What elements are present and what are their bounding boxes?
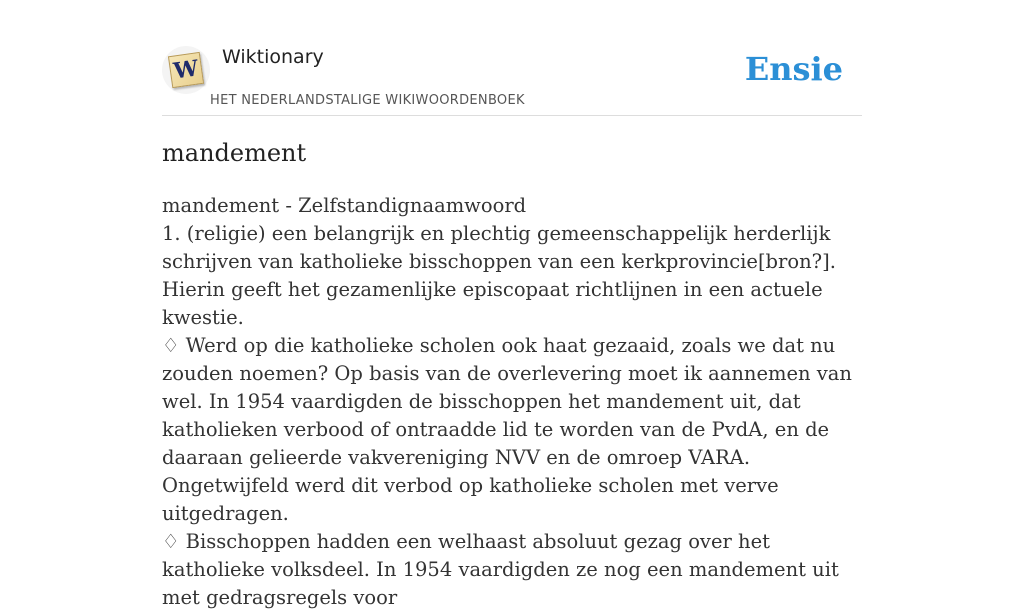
example-quote: ♢ Bisschoppen hadden een welhaast absoluut gezag over het katholieke volksdeel. In 1954 vaardigden ze nog een mandement uit met gedragsregels voor <box>162 530 839 609</box>
definition: 1. (religie) een belangrijk en plechtig gemeenschappelijk herderlijk schrijven van katholieke bisschoppen van een kerkprovincie[bron?]. Hierin geeft het gezamenlijke episcopaat richtlijnen in een actuele kwestie. <box>162 222 836 329</box>
site-title[interactable]: Wiktionary <box>222 46 324 68</box>
ensie-brand-link[interactable]: Ensie <box>744 50 843 88</box>
site-tagline: HET NEDERLANDSTALIGE WIKIWOORDENBOEK <box>210 93 525 108</box>
entry-content <box>162 192 862 612</box>
wiktionary-logo[interactable] <box>162 46 210 94</box>
entry-title: mandement <box>162 139 307 167</box>
logo-letter: W <box>171 55 201 85</box>
wiktionary-logo-tile <box>168 52 204 88</box>
part-of-speech-line: mandement - Zelfstandignaamwoord <box>162 194 527 217</box>
example-quote: ♢ Werd op die katholieke scholen ook haat gezaaid, zoals we dat nu zouden noemen? Op basis van de overlevering moet ik aannemen van wel. In 1954 vaardigden de bisschoppen het mandement uit, dat katholieken verbood of ontraadde lid te worden van de PvdA, en de daaraan gelieerde vakvereniging NVV en de omroep VARA. Ongetwijfeld werd dit verbod op katholieke scholen met verve uitgedragen. <box>162 334 852 525</box>
header-divider <box>162 115 862 116</box>
